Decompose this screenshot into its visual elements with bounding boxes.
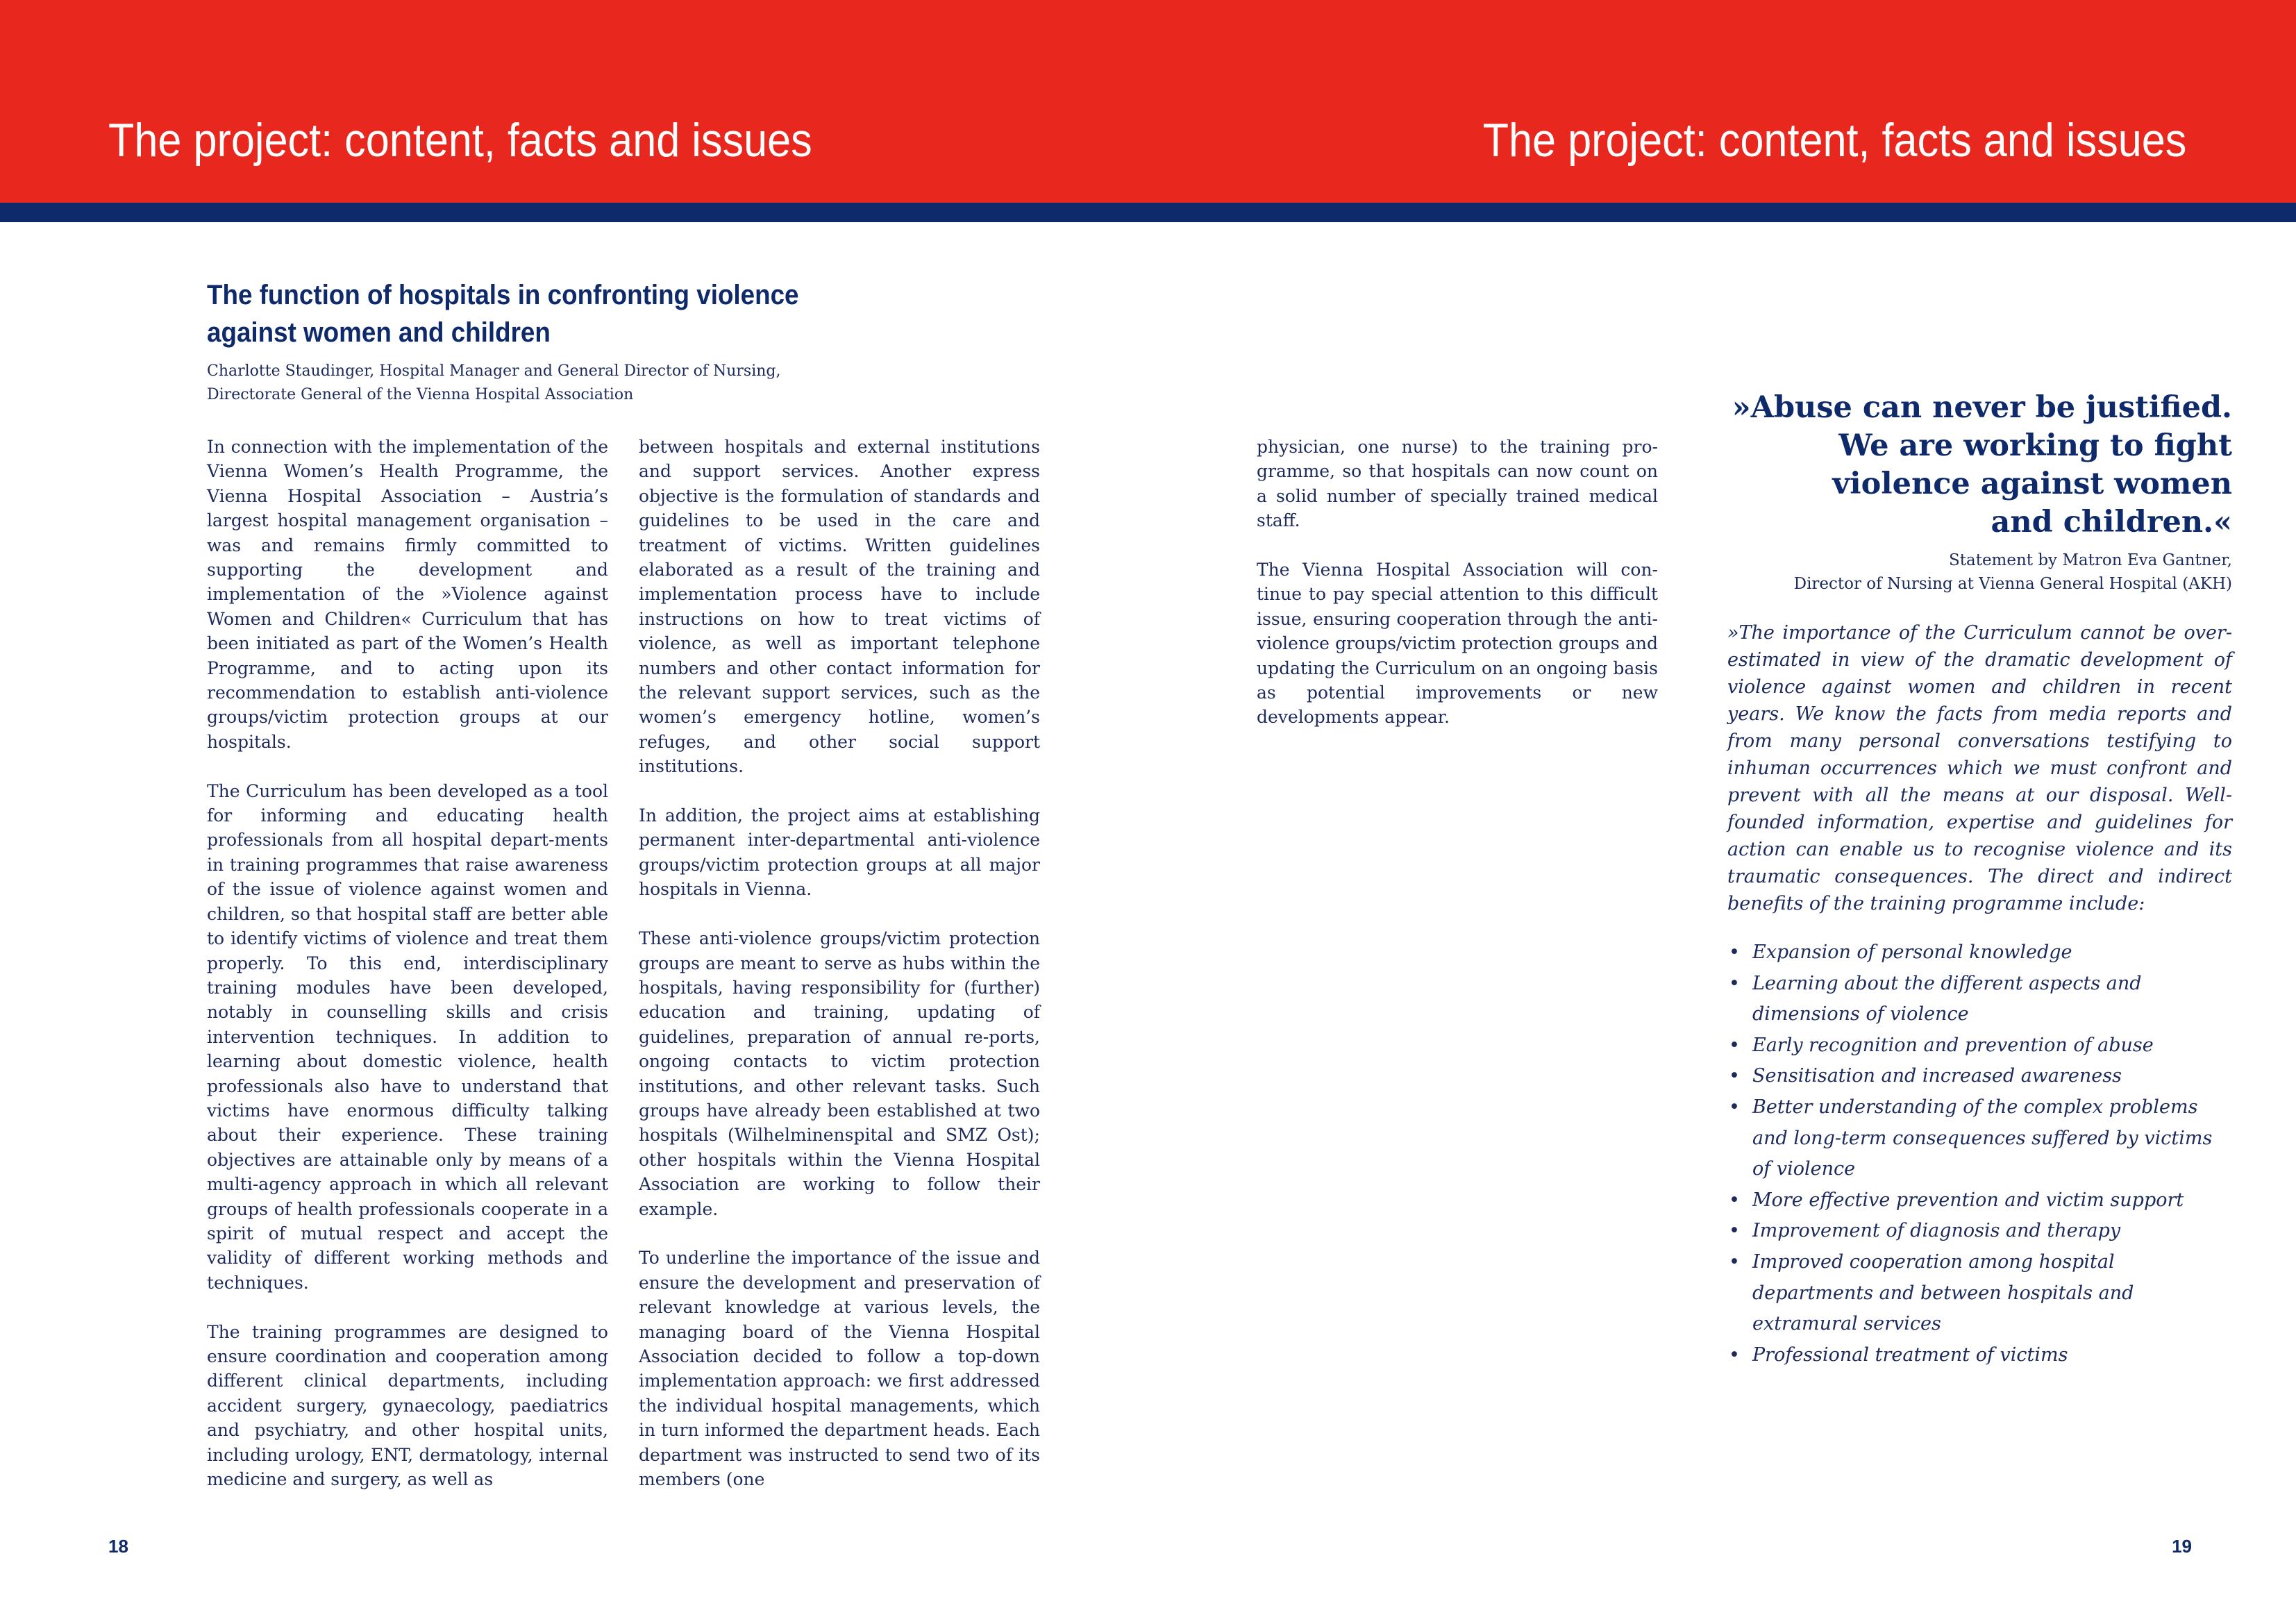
header-stripe <box>0 203 2296 222</box>
list-item: • More effective prevention and victim support <box>1727 1185 2232 1216</box>
list-item: • Improvement of diagnosis and therapy <box>1727 1216 2232 1247</box>
text-column-2 <box>639 435 1040 1516</box>
list-item: • Learning about the different aspects and dimensions of violence <box>1727 969 2232 1030</box>
header-banner <box>0 0 2296 203</box>
article-headline: The function of hospitals in confronting violence against women and children <box>207 280 799 348</box>
list-item: • Better understanding of the complex problems and long-term consequences suffered by victims of violence <box>1727 1092 2232 1185</box>
paragraph: The Curriculum has been developed as a tool for informing and educating health professionals from all hospital depart-ments in training programmes that raise awareness of the issue of violence against women and children, so that hospital staff are better able to identify victims of violence and treat them properly. To this end, interdisciplinary training modules have been developed, notably in counselling skills and crisis intervention techniques. In addition to learning about domestic violence, health professionals also have to understand that victims have enormous difficulty talking about their experience. These training objectives are attainable only by means of a multi-agency approach in which all relevant groups of health professionals cooperate in a spirit of mutual respect and accept the validity of different working methods and techniques. <box>207 780 608 1293</box>
quote-attribution: Statement by Matron Eva Gantner, Director of Nursing at Vienna General Hospital (AKH) <box>1793 551 2232 593</box>
text-column-3 <box>1257 435 1658 754</box>
pull-quote: »Abuse can never be justified. We are working to fight violence against women and children.« <box>1732 390 2232 539</box>
paragraph: physician, one nurse) to the training pro-gramme, so that hospitals can now count on a solid number of specially trained medical staff. <box>1257 437 1658 531</box>
list-item: • Sensitisation and increased awareness <box>1727 1061 2232 1092</box>
paragraph: In addition, the project aims at establishing permanent inter-departmental anti-violence groups/victim protection groups at all major hospitals in Vienna. <box>639 805 1040 900</box>
list-item: • Early recognition and prevention of abuse <box>1727 1030 2232 1062</box>
article-byline: Charlotte Staudinger, Hospital Manager and General Director of Nursing, Directorate General of the Vienna Hospital Association <box>207 362 781 403</box>
page-number-left: 18 <box>108 1536 128 1557</box>
paragraph: The Vienna Hospital Association will con-tinue to pay special attention to this difficult issue, ensuring cooperation through the anti-violence groups/victim protection groups and updating the Curriculum on an ongoing basis as potential improvements or new developments appear. <box>1257 560 1658 728</box>
list-item: • Improved cooperation among hospital departments and between hospitals and extramural services <box>1727 1247 2232 1340</box>
paragraph: These anti-violence groups/victim protection groups are meant to serve as hubs within the hospitals, having responsibility for (further) education and training, updating of guidelines, preparation of annual re-ports, ongoing contacts to victim protection institutions, and other relevant tasks. Such groups have already been established at two hospitals (Wilhelminenspital and SMZ Ost); other hospitals within the Vienna Hospital Association are working to follow their example. <box>639 928 1040 1219</box>
list-item: • Expansion of personal knowledge <box>1727 937 2232 969</box>
paragraph: The training programmes are designed to ensure coordination and cooperation among different clinical departments, including accident surgery, gynaecology, paediatrics and psychiatry, and other hospital units, including urology, ENT, dermatology, internal medicine and surgery, as well as <box>207 1321 608 1490</box>
list-item: • Professional treatment of victims <box>1727 1340 2232 1371</box>
paragraph: between hospitals and external institutions and support services. Another express objective is the formulation of standards and guidelines to be used in the care and treatment of victims. Written guidelines elaborated as a result of the training and implementation process have to include instructions on how to treat victims of violence, as well as important telephone numbers and other contact information for the relevant support services, such as the women’s emergency hotline, women’s refuges, and other social support institutions. <box>639 437 1040 777</box>
statement-paragraph: »The importance of the Curriculum cannot be over-estimated in view of the dramatic development of violence against women and children in recent years. We know the facts from media reports and from many personal conversations testifying to inhuman occurrences which we must confront and prevent with all the means at our disposal. Well-founded information, expertise and guidelines for action can enable us to recognise violence and its traumatic consequences. The direct and indirect benefits of the training programme include: <box>1727 622 2232 914</box>
benefits-list <box>1727 937 2232 1371</box>
section-title-left: The project: content, facts and issues <box>108 114 812 167</box>
page-number-right: 19 <box>2172 1536 2192 1557</box>
section-title-right: The project: content, facts and issues <box>1482 114 2186 167</box>
paragraph: In connection with the implementation of the Vienna Women’s Health Programme, the Vienna Hospital Association – Austria’s largest hospital management organisation – was and remains firmly committed to supporting the development and implementation of the »Violence against Women and Children« Curriculum that has been initiated as part of the Women’s Health Programme, and to acting upon its recommendation to establish anti-violence groups/victim protection groups at our hospitals. <box>207 437 608 752</box>
paragraph: To underline the importance of the issue and ensure the development and preservation of relevant knowledge at various levels, the managing board of the Vienna Hospital Association decided to follow a top-down implementation approach: we first addressed the individual hospital managements, which in turn informed the department heads. Each department was instructed to send two of its members (one <box>639 1248 1040 1490</box>
text-column-1 <box>207 435 608 1516</box>
